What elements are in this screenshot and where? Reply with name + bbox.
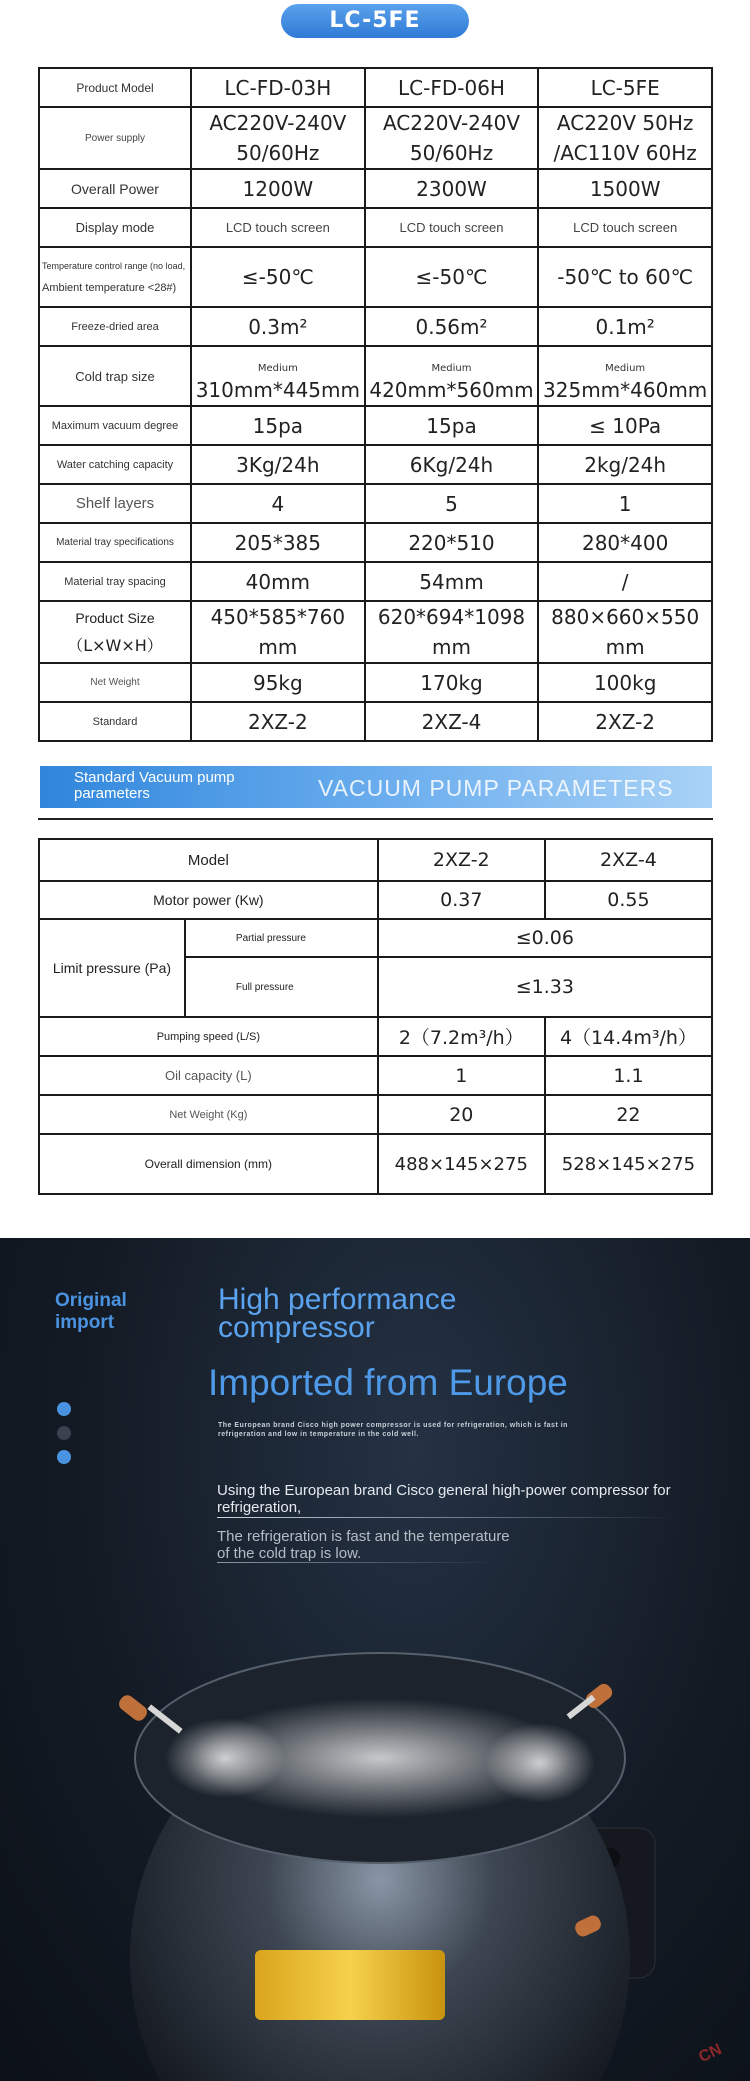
cell: 1 [538,484,712,523]
row-label: Motor power (Kw) [39,881,378,919]
table-row [39,406,712,445]
compressor-section [0,1238,750,2081]
table-row [39,68,712,107]
table-row [39,562,712,601]
compressor-illustration [0,1238,750,2081]
table-row [39,702,712,741]
row-label: Standard [39,702,191,741]
cell: 0.55 [545,881,712,919]
table-row [39,1095,712,1134]
row-label: Freeze-dried area [39,307,191,346]
spec-table [38,67,713,742]
nameplate-label [255,1950,445,2020]
highlight [485,1723,595,1803]
pump-table [38,838,713,1195]
table-row [39,919,712,957]
original-import-label: Original import [55,1290,127,1333]
cell: 1500W [538,169,712,208]
row-label [39,601,191,663]
cell: 280*400 [538,523,712,562]
table-row [39,346,712,406]
table-row [39,1134,712,1194]
cell: ≤1.33 [378,957,712,1017]
table-row [39,881,712,919]
cell: 4 [191,484,365,523]
table-row [39,484,712,523]
cell: 2XZ-4 [545,839,712,881]
cell: 1 [378,1056,545,1095]
cell: LC-5FE [538,68,712,107]
row-label: Water catching capacity [39,445,191,484]
cell: 2kg/24h [538,445,712,484]
table-row [39,839,712,881]
compressor-title: High performance compressor [218,1283,457,1344]
cell: AC220V-240V 50/60Hz [191,107,365,169]
table-row [39,169,712,208]
cell: 2XZ-4 [365,702,539,741]
row-label: Cold trap size [39,346,191,406]
cell: 5 [365,484,539,523]
description-1: Using the European brand Cisco general high-power compressor for refrigeration, [217,1482,671,1516]
cell: 1200W [191,169,365,208]
cell: 20 [378,1095,545,1134]
row-label: Display mode [39,208,191,247]
cell: 0.3m² [191,307,365,346]
cell: 2XZ-2 [378,839,545,881]
cell-note: Medium [605,363,646,374]
divider [38,818,713,820]
cell: LCD touch screen [538,208,712,247]
row-label: Material tray specifications [39,523,191,562]
cell-note: Medium [257,363,298,374]
table-row [39,247,712,307]
table-row [39,1017,712,1056]
cell: LC-FD-06H [365,68,539,107]
row-label: Oil capacity (L) [39,1056,378,1095]
row-label: Net Weight (Kg) [39,1095,378,1134]
row-label-line1: Product Size [75,610,155,626]
cell: LC-FD-03H [191,68,365,107]
cell: 0.1m² [538,307,712,346]
cell-value: 310mm*445mm [195,378,360,402]
cell: 2XZ-2 [191,702,365,741]
header-label: Model [39,839,378,881]
cell: 880×660×550 mm [538,601,712,663]
cell: 0.37 [378,881,545,919]
cell: AC220V 50Hz /AC110V 60Hz [538,107,712,169]
cell: ≤-50℃ [365,247,539,307]
table-row [39,601,712,663]
cell: ≤-50℃ [191,247,365,307]
table-row [39,1056,712,1095]
cell: 620*694*1098 mm [365,601,539,663]
cell-value: 325mm*460mm [543,378,708,402]
row-label [39,247,191,307]
cell: / [538,562,712,601]
cell: 2300W [365,169,539,208]
row-label-line2: Ambient temperature <28#) [42,281,177,294]
row-label: Maximum vacuum degree [39,406,191,445]
watermark: CN [696,2040,725,2067]
cell: 488×145×275 [378,1134,545,1194]
cell: 54mm [365,562,539,601]
cell: 22 [545,1095,712,1134]
cell: LCD touch screen [191,208,365,247]
row-label: Pumping speed (L/S) [39,1017,378,1056]
description-2: The refrigeration is fast and the temperature of the cold trap is low. [217,1528,510,1562]
highlight [165,1718,285,1798]
model-badge: LC-5FE [281,4,469,38]
cell: 100kg [538,663,712,702]
cell: 15pa [365,406,539,445]
row-label: Net Weight [39,663,191,702]
cell: 40mm [191,562,365,601]
cell-value: 420mm*560mm [369,378,534,402]
cell: ≤0.06 [378,919,712,957]
cell [365,346,539,406]
cell [191,346,365,406]
row-label-line2: （L×W×H） [67,636,163,655]
table-row [39,663,712,702]
sub-label: Full pressure [185,957,378,1017]
banner-left-title: Standard Vacuum pump parameters [74,769,235,802]
cell: 2XZ-2 [538,702,712,741]
cell: 528×145×275 [545,1134,712,1194]
row-label: Overall dimension (mm) [39,1134,378,1194]
fine-print: The European brand Cisco high power compressor is used for refrigeration, which is fast in refrigeration and low in temperature in the cold well. [218,1422,568,1438]
imported-subtitle: Imported from Europe [208,1362,568,1403]
row-label: Overall Power [39,169,191,208]
banner-right-title: VACUUM PUMP PARAMETERS [318,775,674,801]
row-label: Material tray spacing [39,562,191,601]
table-row [39,445,712,484]
cell: 220*510 [365,523,539,562]
row-label: Limit pressure (Pa) [39,919,185,1017]
cell: 170kg [365,663,539,702]
row-label-line1: Temperature control range (no load, [42,260,186,271]
cell: -50℃ to 60℃ [538,247,712,307]
cell: 15pa [191,406,365,445]
cell: AC220V-240V 50/60Hz [365,107,539,169]
cell: 2（7.2m³/h） [378,1017,545,1056]
cell: ≤ 10Pa [538,406,712,445]
cell: LCD touch screen [365,208,539,247]
cell: 450*585*760 mm [191,601,365,663]
cell [538,346,712,406]
table-row [39,107,712,169]
sub-label: Partial pressure [185,919,378,957]
row-label: Power supply [39,107,191,169]
table-row [39,307,712,346]
cell: 3Kg/24h [191,445,365,484]
row-label: Shelf layers [39,484,191,523]
table-row [39,523,712,562]
cell: 0.56m² [365,307,539,346]
cell: 6Kg/24h [365,445,539,484]
cell: 95kg [191,663,365,702]
cell: 4（14.4m³/h） [545,1017,712,1056]
cell: 1.1 [545,1056,712,1095]
vacuum-pump-banner [40,766,712,808]
cell-note: Medium [431,363,472,374]
table-row [39,208,712,247]
cell: 205*385 [191,523,365,562]
row-label: Product Model [39,68,191,107]
